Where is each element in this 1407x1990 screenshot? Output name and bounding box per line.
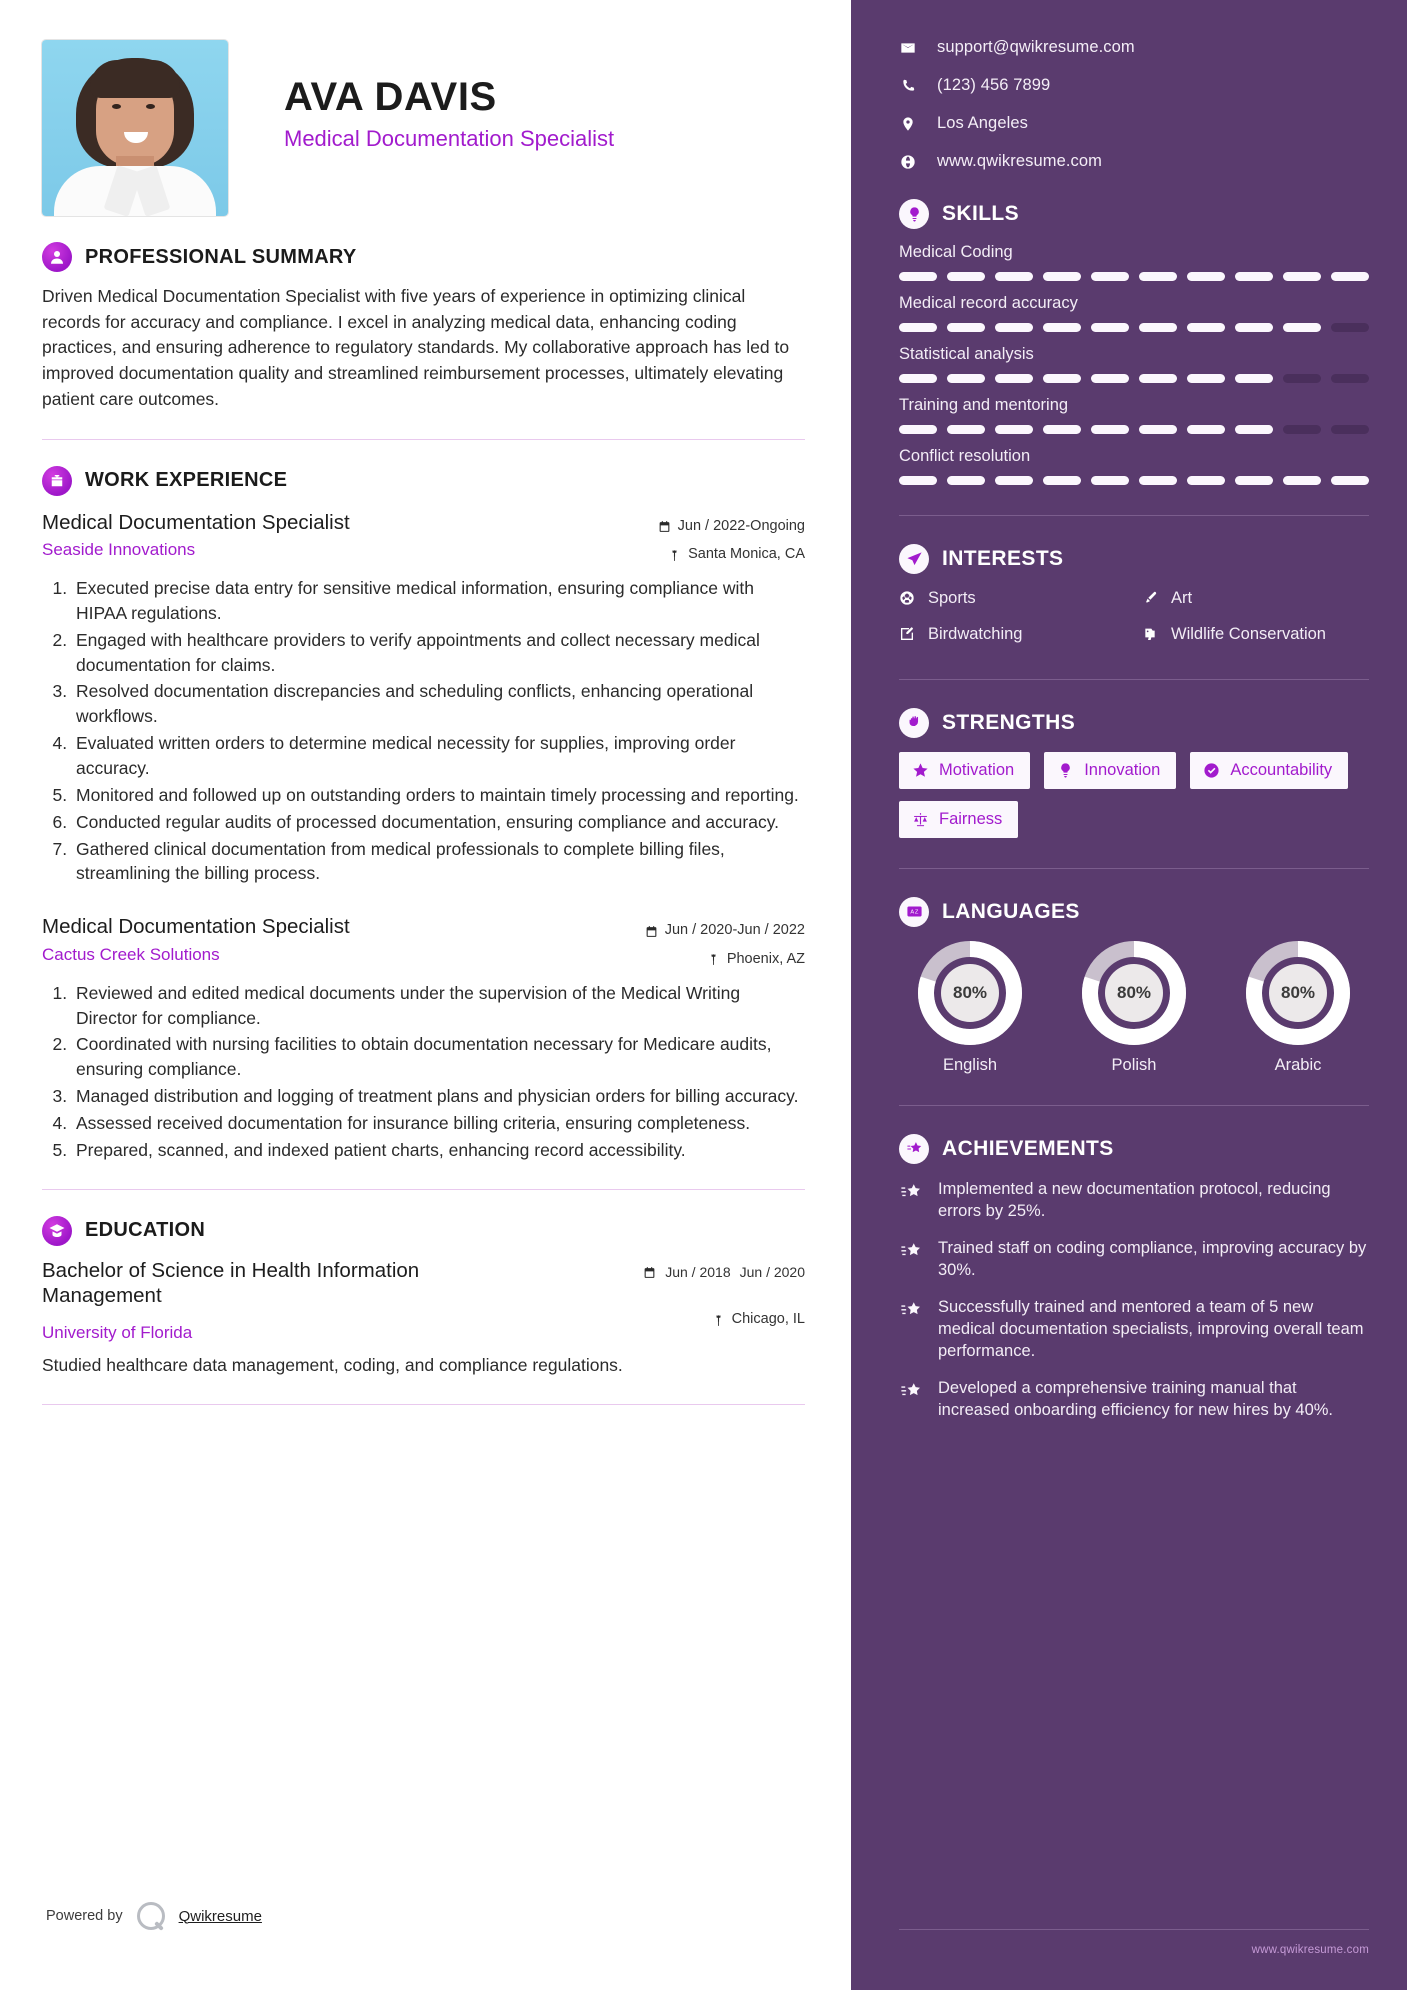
interest-item	[899, 588, 1126, 613]
name-block	[284, 40, 614, 152]
skill-level-dash	[1139, 425, 1177, 434]
divider	[42, 1189, 805, 1190]
interest-item	[1142, 624, 1369, 649]
education-meta	[643, 1258, 805, 1331]
sidebar-footer	[899, 1929, 1369, 1956]
skill-level-dash	[1283, 374, 1321, 383]
shooting-star-icon	[899, 1377, 925, 1407]
skill-level-dash	[1187, 374, 1225, 383]
briefcase-icon	[42, 466, 72, 496]
contact-location	[899, 114, 1369, 133]
section-title: SKILLS	[942, 202, 1020, 225]
contact-website-text: www.qwikresume.com	[937, 152, 1103, 170]
resume-header	[42, 40, 805, 216]
skill-level-dash	[1139, 476, 1177, 485]
languages-list	[899, 941, 1369, 1075]
section-skills	[899, 199, 1369, 485]
interest-item	[899, 624, 1126, 649]
profile-photo	[42, 40, 228, 216]
divider	[899, 1105, 1369, 1106]
wildlife-icon	[1142, 624, 1160, 649]
section-header	[42, 242, 805, 272]
section-header	[42, 1216, 805, 1246]
skill-label: Statistical analysis	[899, 345, 1034, 363]
language-label: Arabic	[1274, 1055, 1322, 1074]
education-entry	[42, 1258, 805, 1379]
language-item	[899, 941, 1041, 1075]
achievement-item	[899, 1237, 1369, 1281]
powered-by-label: Powered by	[46, 1908, 123, 1924]
achievement-text: Successfully trained and mentored a team of 5 new medical documentation specialists, improving overall team performance.	[938, 1297, 1364, 1361]
language-progress-ring	[918, 941, 1022, 1045]
star-icon	[912, 762, 929, 779]
work-organization: Seaside Innovations	[42, 540, 196, 560]
skill-level-bar	[899, 425, 1369, 434]
strength-label: Innovation	[1084, 760, 1161, 779]
section-title: INTERESTS	[942, 547, 1064, 570]
phone-icon	[899, 78, 917, 94]
skill-level-dash	[1091, 323, 1129, 332]
pin-icon	[668, 549, 681, 562]
skill-level-dash	[1235, 272, 1273, 281]
skill-level-dash	[899, 272, 937, 281]
divider	[42, 1404, 805, 1405]
work-location: Phoenix, AZ	[726, 950, 805, 967]
skill-level-dash	[995, 374, 1033, 383]
strength-chip-accountability	[1190, 752, 1348, 789]
skill-level-dash	[899, 374, 937, 383]
achievement-text: Implemented a new documentation protocol, reducing errors by 25%.	[938, 1179, 1331, 1220]
interests-grid	[899, 588, 1369, 649]
summary-text: Driven Medical Documentation Specialist with five years of experience in optimizing clinical records for accuracy and compliance. I excel in analyzing medical data, enhancing coding practices, and ensuring adherence to regulatory standards. My collaborative approach has led to improved documentation quality and streamlined reimbursement processes, ultimately elevating patient care outcomes.	[42, 286, 790, 409]
shooting-star-icon	[899, 1178, 925, 1208]
envelope-icon	[899, 40, 917, 56]
list-item: 6. Conducted regular audits of processed documentation, ensuring compliance and accuracy.	[72, 810, 805, 835]
paper-plane-icon	[899, 544, 929, 574]
divider	[42, 439, 805, 440]
map-pin-icon	[899, 116, 917, 132]
education-degree: Bachelor of Science in Health Information Management	[42, 1258, 420, 1308]
skill-level-dash	[1187, 272, 1225, 281]
contact-email[interactable]	[899, 38, 1369, 57]
skill-level-dash	[1139, 323, 1177, 332]
skill-level-bar	[899, 323, 1369, 332]
section-header	[899, 897, 1369, 927]
skill-level-dash	[1091, 272, 1129, 281]
skill-level-dash	[1091, 374, 1129, 383]
user-icon	[42, 242, 72, 272]
work-role: Medical Documentation Specialist	[42, 915, 350, 939]
achievements-list	[899, 1178, 1369, 1422]
skill-level-dash	[995, 425, 1033, 434]
section-professional-summary	[42, 242, 805, 413]
svg-text:A: A	[909, 909, 914, 916]
section-header	[899, 544, 1369, 574]
work-dates: Jun / 2020-Jun / 2022	[664, 922, 805, 939]
divider	[899, 868, 1369, 869]
bulb-icon	[1057, 762, 1074, 779]
skill-level-dash	[1331, 425, 1369, 434]
skill-level-dash	[947, 425, 985, 434]
skill-level-dash	[1235, 374, 1273, 383]
list-item: 7. Gathered clinical documentation from medical professionals to complete billing files, streamlining the billing process.	[72, 837, 805, 887]
language-progress-ring	[1246, 941, 1350, 1045]
section-languages	[899, 897, 1369, 1075]
list-item: 5. Monitored and followed up on outstanding orders to maintain timely processing and reporting.	[72, 783, 805, 808]
work-bullets	[72, 981, 805, 1163]
shooting-star-icon	[899, 1296, 925, 1326]
divider	[899, 515, 1369, 516]
skill-level-dash	[1331, 476, 1369, 485]
footer	[46, 1902, 262, 1930]
bulb-icon	[899, 199, 929, 229]
skill-label: Medical record accuracy	[899, 294, 1078, 312]
graduation-cap-icon	[42, 1216, 72, 1246]
skill-level-dash	[947, 476, 985, 485]
skill-level-dash	[947, 272, 985, 281]
paint-brush-icon	[1142, 588, 1160, 613]
skill-level-dash	[947, 374, 985, 383]
skill-level-dash	[1043, 272, 1081, 281]
skill-level-dash	[1331, 323, 1369, 332]
job-title: Medical Documentation Specialist	[284, 126, 615, 151]
skill-item	[899, 294, 1369, 332]
education-description: Studied healthcare data management, coding, and compliance regulations.	[42, 1354, 623, 1375]
language-percent: 80%	[941, 964, 999, 1022]
scales-icon	[912, 811, 929, 828]
section-header	[899, 1134, 1369, 1164]
strength-label: Accountability	[1230, 760, 1333, 779]
contact-email-text: support@qwikresume.com	[937, 38, 1135, 56]
sidebar	[851, 0, 1407, 1990]
language-percent: 80%	[1269, 964, 1327, 1022]
interest-label: Wildlife Conservation	[1171, 624, 1326, 643]
skill-level-dash	[899, 323, 937, 332]
skill-level-dash	[1139, 272, 1177, 281]
strength-chip-motivation	[899, 752, 1030, 789]
contact-list	[899, 38, 1369, 171]
skill-level-dash	[1091, 425, 1129, 434]
education-school: University of Florida	[42, 1322, 193, 1342]
soccer-ball-icon	[899, 588, 917, 613]
contact-website[interactable]	[899, 152, 1369, 171]
contact-location-text: Los Angeles	[937, 114, 1029, 132]
skill-level-dash	[1235, 476, 1273, 485]
work-bullets	[72, 576, 805, 886]
interest-label: Sports	[928, 589, 976, 607]
strengths-list	[899, 752, 1369, 838]
work-entry	[42, 914, 805, 1162]
pin-icon	[707, 953, 720, 966]
skill-level-dash	[1043, 425, 1081, 434]
education-start-date: Jun / 2018	[665, 1263, 731, 1280]
achievement-text: Developed a comprehensive training manual that increased onboarding efficiency for new hires by 40%.	[938, 1379, 1334, 1420]
language-item	[1227, 941, 1369, 1075]
divider	[899, 679, 1369, 680]
list-item: 3. Managed distribution and logging of treatment plans and physician orders for billing accuracy.	[72, 1084, 805, 1109]
work-meta	[658, 510, 805, 567]
section-header	[899, 199, 1369, 229]
skill-level-dash	[995, 476, 1033, 485]
language-label: Polish	[1111, 1055, 1157, 1074]
skill-level-bar	[899, 272, 1369, 281]
skill-level-dash	[1187, 323, 1225, 332]
skill-level-dash	[1283, 323, 1321, 332]
sidebar-footer-url: www.qwikresume.com	[1251, 1944, 1369, 1956]
page-title: AVA DAVIS	[284, 75, 497, 119]
achievement-text: Trained staff on coding compliance, improving accuracy by 30%.	[938, 1238, 1367, 1279]
skill-level-dash	[1187, 425, 1225, 434]
skill-level-dash	[1043, 476, 1081, 485]
section-education	[42, 1216, 805, 1379]
edit-square-icon	[899, 624, 917, 649]
list-item: 5. Prepared, scanned, and indexed patient charts, enhancing record accessibility.	[72, 1138, 805, 1163]
section-strengths	[899, 708, 1369, 838]
section-title: PROFESSIONAL SUMMARY	[85, 245, 357, 268]
pin-icon	[712, 1314, 725, 1327]
skill-label: Conflict resolution	[899, 447, 1031, 465]
section-interests	[899, 544, 1369, 649]
check-circle-icon	[1203, 762, 1220, 779]
svg-text:Z: Z	[914, 909, 918, 916]
section-header	[42, 466, 805, 496]
fist-icon	[899, 708, 929, 738]
language-label: English	[942, 1055, 998, 1074]
achievement-item	[899, 1296, 1369, 1362]
qwikresume-logo-icon	[137, 1902, 165, 1930]
skill-level-dash	[1043, 374, 1081, 383]
work-meta	[645, 914, 805, 971]
skill-level-dash	[1331, 272, 1369, 281]
skill-level-bar	[899, 476, 1369, 485]
work-dates: Jun / 2022-Ongoing	[677, 517, 805, 534]
list-item: 2. Coordinated with nursing facilities to obtain documentation necessary for Medicare audits, ensuring compliance.	[72, 1032, 805, 1082]
skill-level-dash	[1283, 272, 1321, 281]
skill-level-dash	[899, 425, 937, 434]
education-location: Chicago, IL	[731, 1311, 805, 1328]
section-work-experience	[42, 466, 805, 1163]
section-title: LANGUAGES	[942, 899, 1080, 923]
achievement-item	[899, 1178, 1369, 1222]
skill-level-dash	[1091, 476, 1129, 485]
list-item: 3. Resolved documentation discrepancies and scheduling conflicts, enhancing operational workflows.	[72, 679, 805, 729]
translate-icon	[899, 897, 929, 927]
strength-label: Motivation	[939, 760, 1015, 779]
skill-item	[899, 345, 1369, 383]
list-item: 1. Reviewed and edited medical documents under the supervision of the Medical Writing Director for compliance.	[72, 981, 805, 1031]
skill-level-bar	[899, 374, 1369, 383]
skills-list	[899, 243, 1369, 485]
section-title: ACHIEVEMENTS	[942, 1136, 1114, 1160]
contact-phone-text: (123) 456 7899	[937, 76, 1051, 94]
list-item: 2. Engaged with healthcare providers to verify appointments and collect necessary medical documentation for claims.	[72, 628, 805, 678]
strength-label: Fairness	[939, 809, 1003, 828]
section-header	[899, 708, 1369, 738]
education-end-date: Jun / 2020	[739, 1263, 805, 1280]
shooting-star-icon	[899, 1134, 929, 1164]
skill-label: Medical Coding	[899, 243, 1013, 261]
calendar-icon	[643, 1266, 656, 1279]
contact-phone[interactable]	[899, 76, 1369, 95]
qwikresume-link[interactable]: Qwikresume	[178, 1907, 262, 1925]
globe-icon	[899, 154, 917, 170]
skill-item	[899, 396, 1369, 434]
skill-level-dash	[1283, 425, 1321, 434]
skill-level-dash	[899, 476, 937, 485]
interest-item	[1142, 588, 1369, 613]
language-percent: 80%	[1105, 964, 1163, 1022]
section-achievements	[899, 1134, 1369, 1422]
work-location: Santa Monica, CA	[688, 546, 805, 563]
language-progress-ring	[1082, 941, 1186, 1045]
list-item: 4. Evaluated written orders to determine medical necessity for supplies, improving order accuracy.	[72, 731, 805, 781]
work-organization: Cactus Creek Solutions	[42, 944, 220, 964]
skill-level-dash	[1187, 476, 1225, 485]
achievement-item	[899, 1377, 1369, 1421]
strength-chip-fairness	[899, 801, 1018, 838]
skill-level-dash	[1331, 374, 1369, 383]
work-entry	[42, 510, 805, 887]
list-item: 1. Executed precise data entry for sensitive medical information, ensuring compliance with HIPAA regulations.	[72, 576, 805, 626]
language-item	[1063, 941, 1205, 1075]
skill-item	[899, 243, 1369, 281]
skill-level-dash	[1283, 476, 1321, 485]
skill-level-dash	[947, 323, 985, 332]
skill-level-dash	[1235, 425, 1273, 434]
skill-label: Training and mentoring	[899, 396, 1069, 414]
skill-level-dash	[1043, 323, 1081, 332]
interest-label: Birdwatching	[928, 624, 1023, 643]
work-role: Medical Documentation Specialist	[42, 510, 350, 534]
calendar-icon	[658, 520, 671, 533]
skill-level-dash	[1235, 323, 1273, 332]
skill-level-dash	[995, 272, 1033, 281]
skill-level-dash	[995, 323, 1033, 332]
list-item: 4. Assessed received documentation for insurance billing criteria, ensuring completeness.	[72, 1111, 805, 1136]
strength-chip-innovation	[1044, 752, 1176, 789]
skill-level-dash	[1139, 374, 1177, 383]
interest-label: Art	[1171, 589, 1193, 607]
calendar-icon	[645, 925, 658, 938]
shooting-star-icon	[899, 1237, 925, 1267]
skill-item	[899, 447, 1369, 485]
section-title: EDUCATION	[85, 1219, 206, 1242]
section-title: STRENGTHS	[942, 710, 1076, 734]
section-title: WORK EXPERIENCE	[85, 469, 288, 492]
